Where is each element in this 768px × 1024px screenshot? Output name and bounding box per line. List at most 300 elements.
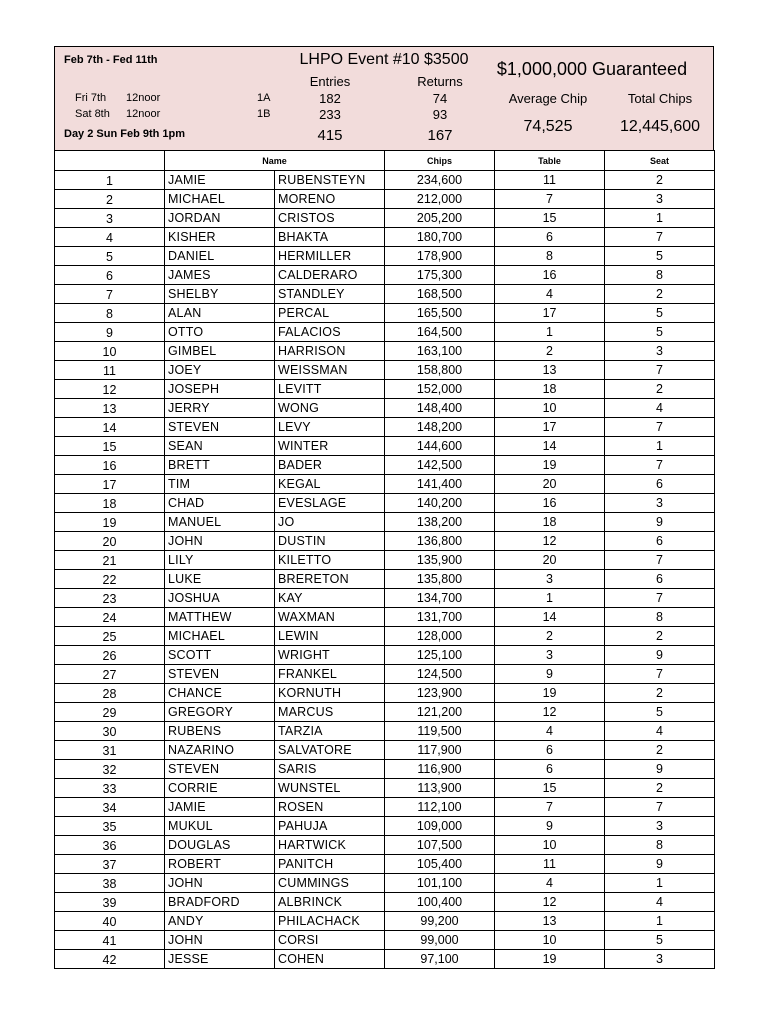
table-row bbox=[55, 494, 715, 513]
seat-number-cell: 9 bbox=[605, 760, 715, 779]
seat-number-cell: 1 bbox=[605, 209, 715, 228]
rank-cell: 6 bbox=[55, 266, 165, 285]
seat-number-cell: 1 bbox=[605, 437, 715, 456]
table-row bbox=[55, 342, 715, 361]
flight-1b-label: 1B bbox=[257, 108, 271, 120]
table-number-cell: 4 bbox=[495, 874, 605, 893]
average-chip-label: Average Chip bbox=[508, 91, 588, 106]
table-number-cell: 20 bbox=[495, 475, 605, 494]
first-name-cell: JORDAN bbox=[165, 209, 275, 228]
seat-number-cell: 1 bbox=[605, 874, 715, 893]
name-header: Name bbox=[165, 151, 385, 171]
seat-number-cell: 7 bbox=[605, 228, 715, 247]
table-number-cell: 13 bbox=[495, 912, 605, 931]
chips-cell: 136,800 bbox=[385, 532, 495, 551]
table-row bbox=[55, 190, 715, 209]
first-name-cell: SCOTT bbox=[165, 646, 275, 665]
first-name-cell: TIM bbox=[165, 475, 275, 494]
last-name-cell: BADER bbox=[275, 456, 385, 475]
table-row bbox=[55, 209, 715, 228]
table-number-cell: 9 bbox=[495, 665, 605, 684]
table-number-cell: 4 bbox=[495, 285, 605, 304]
seat-number-cell: 1 bbox=[605, 912, 715, 931]
rank-cell: 9 bbox=[55, 323, 165, 342]
chips-cell: 158,800 bbox=[385, 361, 495, 380]
table-row bbox=[55, 893, 715, 912]
seat-number-cell: 5 bbox=[605, 247, 715, 266]
table-row bbox=[55, 627, 715, 646]
table-number-cell: 11 bbox=[495, 855, 605, 874]
chips-cell: 109,000 bbox=[385, 817, 495, 836]
chip-count-table bbox=[54, 150, 715, 969]
rank-cell: 34 bbox=[55, 798, 165, 817]
flight-1b-entries: 233 bbox=[319, 107, 341, 122]
table-row bbox=[55, 589, 715, 608]
table-row bbox=[55, 874, 715, 893]
rank-cell: 32 bbox=[55, 760, 165, 779]
first-name-cell: SHELBY bbox=[165, 285, 275, 304]
seat-number-cell: 8 bbox=[605, 608, 715, 627]
seat-number-cell: 8 bbox=[605, 266, 715, 285]
rank-cell: 29 bbox=[55, 703, 165, 722]
table-row bbox=[55, 323, 715, 342]
chips-cell: 178,900 bbox=[385, 247, 495, 266]
table-number-cell: 12 bbox=[495, 703, 605, 722]
table-number-cell: 10 bbox=[495, 931, 605, 950]
chips-cell: 113,900 bbox=[385, 779, 495, 798]
last-name-cell: CRISTOS bbox=[275, 209, 385, 228]
seat-number-cell: 5 bbox=[605, 931, 715, 950]
rank-cell: 13 bbox=[55, 399, 165, 418]
table-row bbox=[55, 760, 715, 779]
table-number-cell: 19 bbox=[495, 684, 605, 703]
chips-cell: 99,000 bbox=[385, 931, 495, 950]
seat-number-cell: 3 bbox=[605, 950, 715, 969]
chips-cell: 212,000 bbox=[385, 190, 495, 209]
seat-number-cell: 2 bbox=[605, 779, 715, 798]
chips-cell: 164,500 bbox=[385, 323, 495, 342]
last-name-cell: FALACIOS bbox=[275, 323, 385, 342]
last-name-cell: LEVITT bbox=[275, 380, 385, 399]
seat-number-cell: 9 bbox=[605, 646, 715, 665]
last-name-cell: EVESLAGE bbox=[275, 494, 385, 513]
table-number-cell: 4 bbox=[495, 722, 605, 741]
rank-cell: 5 bbox=[55, 247, 165, 266]
chips-cell: 152,000 bbox=[385, 380, 495, 399]
last-name-cell: WRIGHT bbox=[275, 646, 385, 665]
chips-cell: 100,400 bbox=[385, 893, 495, 912]
first-name-cell: JERRY bbox=[165, 399, 275, 418]
flight-1a-label: 1A bbox=[257, 92, 271, 104]
flight-1b-returns: 93 bbox=[432, 107, 448, 122]
last-name-cell: KILETTO bbox=[275, 551, 385, 570]
rank-cell: 11 bbox=[55, 361, 165, 380]
rank-cell: 1 bbox=[55, 171, 165, 190]
last-name-cell: SALVATORE bbox=[275, 741, 385, 760]
rank-cell: 40 bbox=[55, 912, 165, 931]
table-number-cell: 17 bbox=[495, 304, 605, 323]
rank-cell: 22 bbox=[55, 570, 165, 589]
rank-cell: 20 bbox=[55, 532, 165, 551]
chips-cell: 140,200 bbox=[385, 494, 495, 513]
table-number-cell: 18 bbox=[495, 380, 605, 399]
table-number-cell: 14 bbox=[495, 437, 605, 456]
first-name-cell: MATTHEW bbox=[165, 608, 275, 627]
last-name-cell: MORENO bbox=[275, 190, 385, 209]
last-name-cell: JO bbox=[275, 513, 385, 532]
first-name-cell: GIMBEL bbox=[165, 342, 275, 361]
chips-cell: 205,200 bbox=[385, 209, 495, 228]
rank-cell: 26 bbox=[55, 646, 165, 665]
flight-1a-entries: 182 bbox=[319, 91, 341, 106]
seat-number-cell: 6 bbox=[605, 532, 715, 551]
seat-number-cell: 9 bbox=[605, 513, 715, 532]
table-row bbox=[55, 703, 715, 722]
seat-number-cell: 2 bbox=[605, 285, 715, 304]
first-name-cell: RUBENS bbox=[165, 722, 275, 741]
table-header: Table bbox=[495, 151, 605, 171]
rank-cell: 24 bbox=[55, 608, 165, 627]
rank-cell: 2 bbox=[55, 190, 165, 209]
first-name-cell: MUKUL bbox=[165, 817, 275, 836]
first-name-cell: BRADFORD bbox=[165, 893, 275, 912]
first-name-cell: DOUGLAS bbox=[165, 836, 275, 855]
table-row bbox=[55, 646, 715, 665]
table-row bbox=[55, 836, 715, 855]
chips-cell: 141,400 bbox=[385, 475, 495, 494]
table-number-cell: 20 bbox=[495, 551, 605, 570]
first-name-cell: OTTO bbox=[165, 323, 275, 342]
seat-number-cell: 2 bbox=[605, 171, 715, 190]
flight-1a-time: 12noor bbox=[126, 92, 161, 104]
first-name-cell: JOHN bbox=[165, 931, 275, 950]
first-name-cell: JOHN bbox=[165, 532, 275, 551]
table-row bbox=[55, 741, 715, 760]
table-number-cell: 2 bbox=[495, 627, 605, 646]
last-name-cell: PANITCH bbox=[275, 855, 385, 874]
table-row bbox=[55, 817, 715, 836]
table-row bbox=[55, 665, 715, 684]
last-name-cell: MARCUS bbox=[275, 703, 385, 722]
table-row bbox=[55, 608, 715, 627]
rank-cell: 4 bbox=[55, 228, 165, 247]
chips-cell: 144,600 bbox=[385, 437, 495, 456]
rank-cell: 10 bbox=[55, 342, 165, 361]
seat-number-cell: 8 bbox=[605, 836, 715, 855]
event-title: LHPO Event #10 $3500 bbox=[299, 51, 469, 68]
table-row bbox=[55, 399, 715, 418]
last-name-cell: KORNUTH bbox=[275, 684, 385, 703]
table-row bbox=[55, 950, 715, 969]
last-name-cell: BHAKTA bbox=[275, 228, 385, 247]
table-number-cell: 15 bbox=[495, 779, 605, 798]
table-number-cell: 16 bbox=[495, 266, 605, 285]
first-name-cell: JAMIE bbox=[165, 798, 275, 817]
rank-cell: 33 bbox=[55, 779, 165, 798]
table-row bbox=[55, 418, 715, 437]
table-row bbox=[55, 361, 715, 380]
flight-1b-time: 12noor bbox=[126, 108, 161, 120]
event-header bbox=[54, 46, 714, 150]
table-number-cell: 19 bbox=[495, 950, 605, 969]
rank-cell: 41 bbox=[55, 931, 165, 950]
last-name-cell: CUMMINGS bbox=[275, 874, 385, 893]
table-row bbox=[55, 779, 715, 798]
last-name-cell: PHILACHACK bbox=[275, 912, 385, 931]
flight-1b-day: Sat 8th bbox=[75, 108, 110, 120]
table-row bbox=[55, 380, 715, 399]
table-row bbox=[55, 247, 715, 266]
first-name-cell: MICHAEL bbox=[165, 627, 275, 646]
first-name-cell: JAMES bbox=[165, 266, 275, 285]
chips-cell: 138,200 bbox=[385, 513, 495, 532]
chips-cell: 180,700 bbox=[385, 228, 495, 247]
chips-cell: 135,900 bbox=[385, 551, 495, 570]
seat-number-cell: 7 bbox=[605, 551, 715, 570]
chips-cell: 124,500 bbox=[385, 665, 495, 684]
rank-cell: 27 bbox=[55, 665, 165, 684]
table-number-cell: 6 bbox=[495, 741, 605, 760]
last-name-cell: DUSTIN bbox=[275, 532, 385, 551]
first-name-cell: BRETT bbox=[165, 456, 275, 475]
table-row bbox=[55, 285, 715, 304]
last-name-cell: BRERETON bbox=[275, 570, 385, 589]
first-name-cell: MICHAEL bbox=[165, 190, 275, 209]
rank-cell: 21 bbox=[55, 551, 165, 570]
first-name-cell: JOEY bbox=[165, 361, 275, 380]
table-number-cell: 6 bbox=[495, 760, 605, 779]
table-row bbox=[55, 551, 715, 570]
table-row bbox=[55, 228, 715, 247]
chips-cell: 99,200 bbox=[385, 912, 495, 931]
table-row bbox=[55, 475, 715, 494]
rank-cell: 12 bbox=[55, 380, 165, 399]
last-name-cell: ROSEN bbox=[275, 798, 385, 817]
chips-cell: 148,400 bbox=[385, 399, 495, 418]
last-name-cell: ALBRINCK bbox=[275, 893, 385, 912]
last-name-cell: FRANKEL bbox=[275, 665, 385, 684]
seat-header: Seat bbox=[605, 151, 715, 171]
table-row bbox=[55, 456, 715, 475]
seat-number-cell: 4 bbox=[605, 722, 715, 741]
first-name-cell: JESSE bbox=[165, 950, 275, 969]
seat-number-cell: 5 bbox=[605, 323, 715, 342]
seat-number-cell: 3 bbox=[605, 817, 715, 836]
chips-cell: 142,500 bbox=[385, 456, 495, 475]
rank-cell: 35 bbox=[55, 817, 165, 836]
seat-number-cell: 5 bbox=[605, 304, 715, 323]
table-row bbox=[55, 912, 715, 931]
rank-cell: 38 bbox=[55, 874, 165, 893]
last-name-cell: LEVY bbox=[275, 418, 385, 437]
total-entries: 415 bbox=[317, 127, 343, 144]
rank-cell: 42 bbox=[55, 950, 165, 969]
table-row bbox=[55, 855, 715, 874]
table-number-cell: 19 bbox=[495, 456, 605, 475]
table-row bbox=[55, 570, 715, 589]
first-name-cell: STEVEN bbox=[165, 760, 275, 779]
chips-cell: 134,700 bbox=[385, 589, 495, 608]
last-name-cell: WUNSTEL bbox=[275, 779, 385, 798]
last-name-cell: TARZIA bbox=[275, 722, 385, 741]
rank-cell: 36 bbox=[55, 836, 165, 855]
last-name-cell: STANDLEY bbox=[275, 285, 385, 304]
last-name-cell: PAHUJA bbox=[275, 817, 385, 836]
rank-cell: 30 bbox=[55, 722, 165, 741]
seat-number-cell: 7 bbox=[605, 665, 715, 684]
seat-number-cell: 4 bbox=[605, 399, 715, 418]
chips-cell: 117,900 bbox=[385, 741, 495, 760]
first-name-cell: STEVEN bbox=[165, 665, 275, 684]
table-number-cell: 18 bbox=[495, 513, 605, 532]
first-name-cell: STEVEN bbox=[165, 418, 275, 437]
seat-number-cell: 5 bbox=[605, 703, 715, 722]
chip-count-sheet bbox=[54, 46, 714, 969]
chips-cell: 131,700 bbox=[385, 608, 495, 627]
last-name-cell: CALDERARO bbox=[275, 266, 385, 285]
rank-cell: 14 bbox=[55, 418, 165, 437]
last-name-cell: HARRISON bbox=[275, 342, 385, 361]
table-row bbox=[55, 931, 715, 950]
first-name-cell: ROBERT bbox=[165, 855, 275, 874]
first-name-cell: SEAN bbox=[165, 437, 275, 456]
day2-start: Day 2 Sun Feb 9th 1pm bbox=[64, 128, 186, 140]
table-number-cell: 2 bbox=[495, 342, 605, 361]
rank-cell: 18 bbox=[55, 494, 165, 513]
event-dates: Feb 7th - Fed 11th bbox=[64, 54, 158, 66]
chips-cell: 175,300 bbox=[385, 266, 495, 285]
seat-number-cell: 3 bbox=[605, 190, 715, 209]
first-name-cell: GREGORY bbox=[165, 703, 275, 722]
table-row bbox=[55, 798, 715, 817]
chips-cell: 148,200 bbox=[385, 418, 495, 437]
rank-cell: 37 bbox=[55, 855, 165, 874]
rank-cell: 17 bbox=[55, 475, 165, 494]
first-name-cell: ALAN bbox=[165, 304, 275, 323]
table-number-cell: 1 bbox=[495, 589, 605, 608]
seat-number-cell: 9 bbox=[605, 855, 715, 874]
last-name-cell: COHEN bbox=[275, 950, 385, 969]
table-number-cell: 13 bbox=[495, 361, 605, 380]
rank-cell: 19 bbox=[55, 513, 165, 532]
chips-header: Chips bbox=[385, 151, 495, 171]
seat-number-cell: 6 bbox=[605, 475, 715, 494]
last-name-cell: WONG bbox=[275, 399, 385, 418]
seat-number-cell: 7 bbox=[605, 418, 715, 437]
table-row bbox=[55, 513, 715, 532]
last-name-cell: PERCAL bbox=[275, 304, 385, 323]
seat-number-cell: 2 bbox=[605, 684, 715, 703]
rank-cell: 15 bbox=[55, 437, 165, 456]
rank-cell: 16 bbox=[55, 456, 165, 475]
first-name-cell: NAZARINO bbox=[165, 741, 275, 760]
table-number-cell: 17 bbox=[495, 418, 605, 437]
chips-cell: 112,100 bbox=[385, 798, 495, 817]
chips-cell: 135,800 bbox=[385, 570, 495, 589]
table-number-cell: 7 bbox=[495, 190, 605, 209]
rank-cell: 7 bbox=[55, 285, 165, 304]
table-number-cell: 11 bbox=[495, 171, 605, 190]
table-row bbox=[55, 266, 715, 285]
first-name-cell: JAMIE bbox=[165, 171, 275, 190]
total-chips-label: Total Chips bbox=[627, 91, 693, 106]
table-number-cell: 14 bbox=[495, 608, 605, 627]
table-number-cell: 12 bbox=[495, 893, 605, 912]
rank-cell: 25 bbox=[55, 627, 165, 646]
table-number-cell: 8 bbox=[495, 247, 605, 266]
first-name-cell: CHAD bbox=[165, 494, 275, 513]
last-name-cell: HERMILLER bbox=[275, 247, 385, 266]
seat-number-cell: 3 bbox=[605, 494, 715, 513]
table-row bbox=[55, 722, 715, 741]
seat-number-cell: 7 bbox=[605, 456, 715, 475]
seat-number-cell: 4 bbox=[605, 893, 715, 912]
chips-cell: 107,500 bbox=[385, 836, 495, 855]
first-name-cell: CORRIE bbox=[165, 779, 275, 798]
table-row bbox=[55, 437, 715, 456]
last-name-cell: KEGAL bbox=[275, 475, 385, 494]
chips-cell: 121,200 bbox=[385, 703, 495, 722]
last-name-cell: RUBENSTEYN bbox=[275, 171, 385, 190]
table-row bbox=[55, 532, 715, 551]
first-name-cell: KISHER bbox=[165, 228, 275, 247]
table-number-cell: 3 bbox=[495, 646, 605, 665]
rank-cell: 3 bbox=[55, 209, 165, 228]
chips-cell: 168,500 bbox=[385, 285, 495, 304]
guarantee-text: $1,000,000 Guaranteed bbox=[496, 59, 688, 79]
rank-cell: 8 bbox=[55, 304, 165, 323]
table-row bbox=[55, 304, 715, 323]
first-name-cell: JOSEPH bbox=[165, 380, 275, 399]
last-name-cell: WAXMAN bbox=[275, 608, 385, 627]
table-number-cell: 10 bbox=[495, 836, 605, 855]
chips-cell: 125,100 bbox=[385, 646, 495, 665]
seat-number-cell: 7 bbox=[605, 361, 715, 380]
last-name-cell: WINTER bbox=[275, 437, 385, 456]
rank-header bbox=[55, 151, 165, 171]
flight-1a-day: Fri 7th bbox=[75, 92, 107, 104]
table-number-cell: 12 bbox=[495, 532, 605, 551]
table-number-cell: 1 bbox=[495, 323, 605, 342]
table-number-cell: 16 bbox=[495, 494, 605, 513]
total-chips-value: 12,445,600 bbox=[619, 118, 701, 135]
chips-cell: 105,400 bbox=[385, 855, 495, 874]
table-number-cell: 9 bbox=[495, 817, 605, 836]
flight-1a-returns: 74 bbox=[432, 91, 448, 106]
first-name-cell: LUKE bbox=[165, 570, 275, 589]
total-returns: 167 bbox=[427, 127, 453, 144]
chips-cell: 163,100 bbox=[385, 342, 495, 361]
chips-cell: 128,000 bbox=[385, 627, 495, 646]
first-name-cell: JOSHUA bbox=[165, 589, 275, 608]
table-number-cell: 10 bbox=[495, 399, 605, 418]
rank-cell: 31 bbox=[55, 741, 165, 760]
first-name-cell: ANDY bbox=[165, 912, 275, 931]
chips-cell: 116,900 bbox=[385, 760, 495, 779]
table-row bbox=[55, 684, 715, 703]
first-name-cell: MANUEL bbox=[165, 513, 275, 532]
seat-number-cell: 2 bbox=[605, 627, 715, 646]
returns-label: Returns bbox=[417, 74, 463, 89]
last-name-cell: LEWIN bbox=[275, 627, 385, 646]
seat-number-cell: 7 bbox=[605, 798, 715, 817]
rank-cell: 39 bbox=[55, 893, 165, 912]
chips-cell: 123,900 bbox=[385, 684, 495, 703]
seat-number-cell: 6 bbox=[605, 570, 715, 589]
rank-cell: 23 bbox=[55, 589, 165, 608]
seat-number-cell: 7 bbox=[605, 589, 715, 608]
table-number-cell: 6 bbox=[495, 228, 605, 247]
